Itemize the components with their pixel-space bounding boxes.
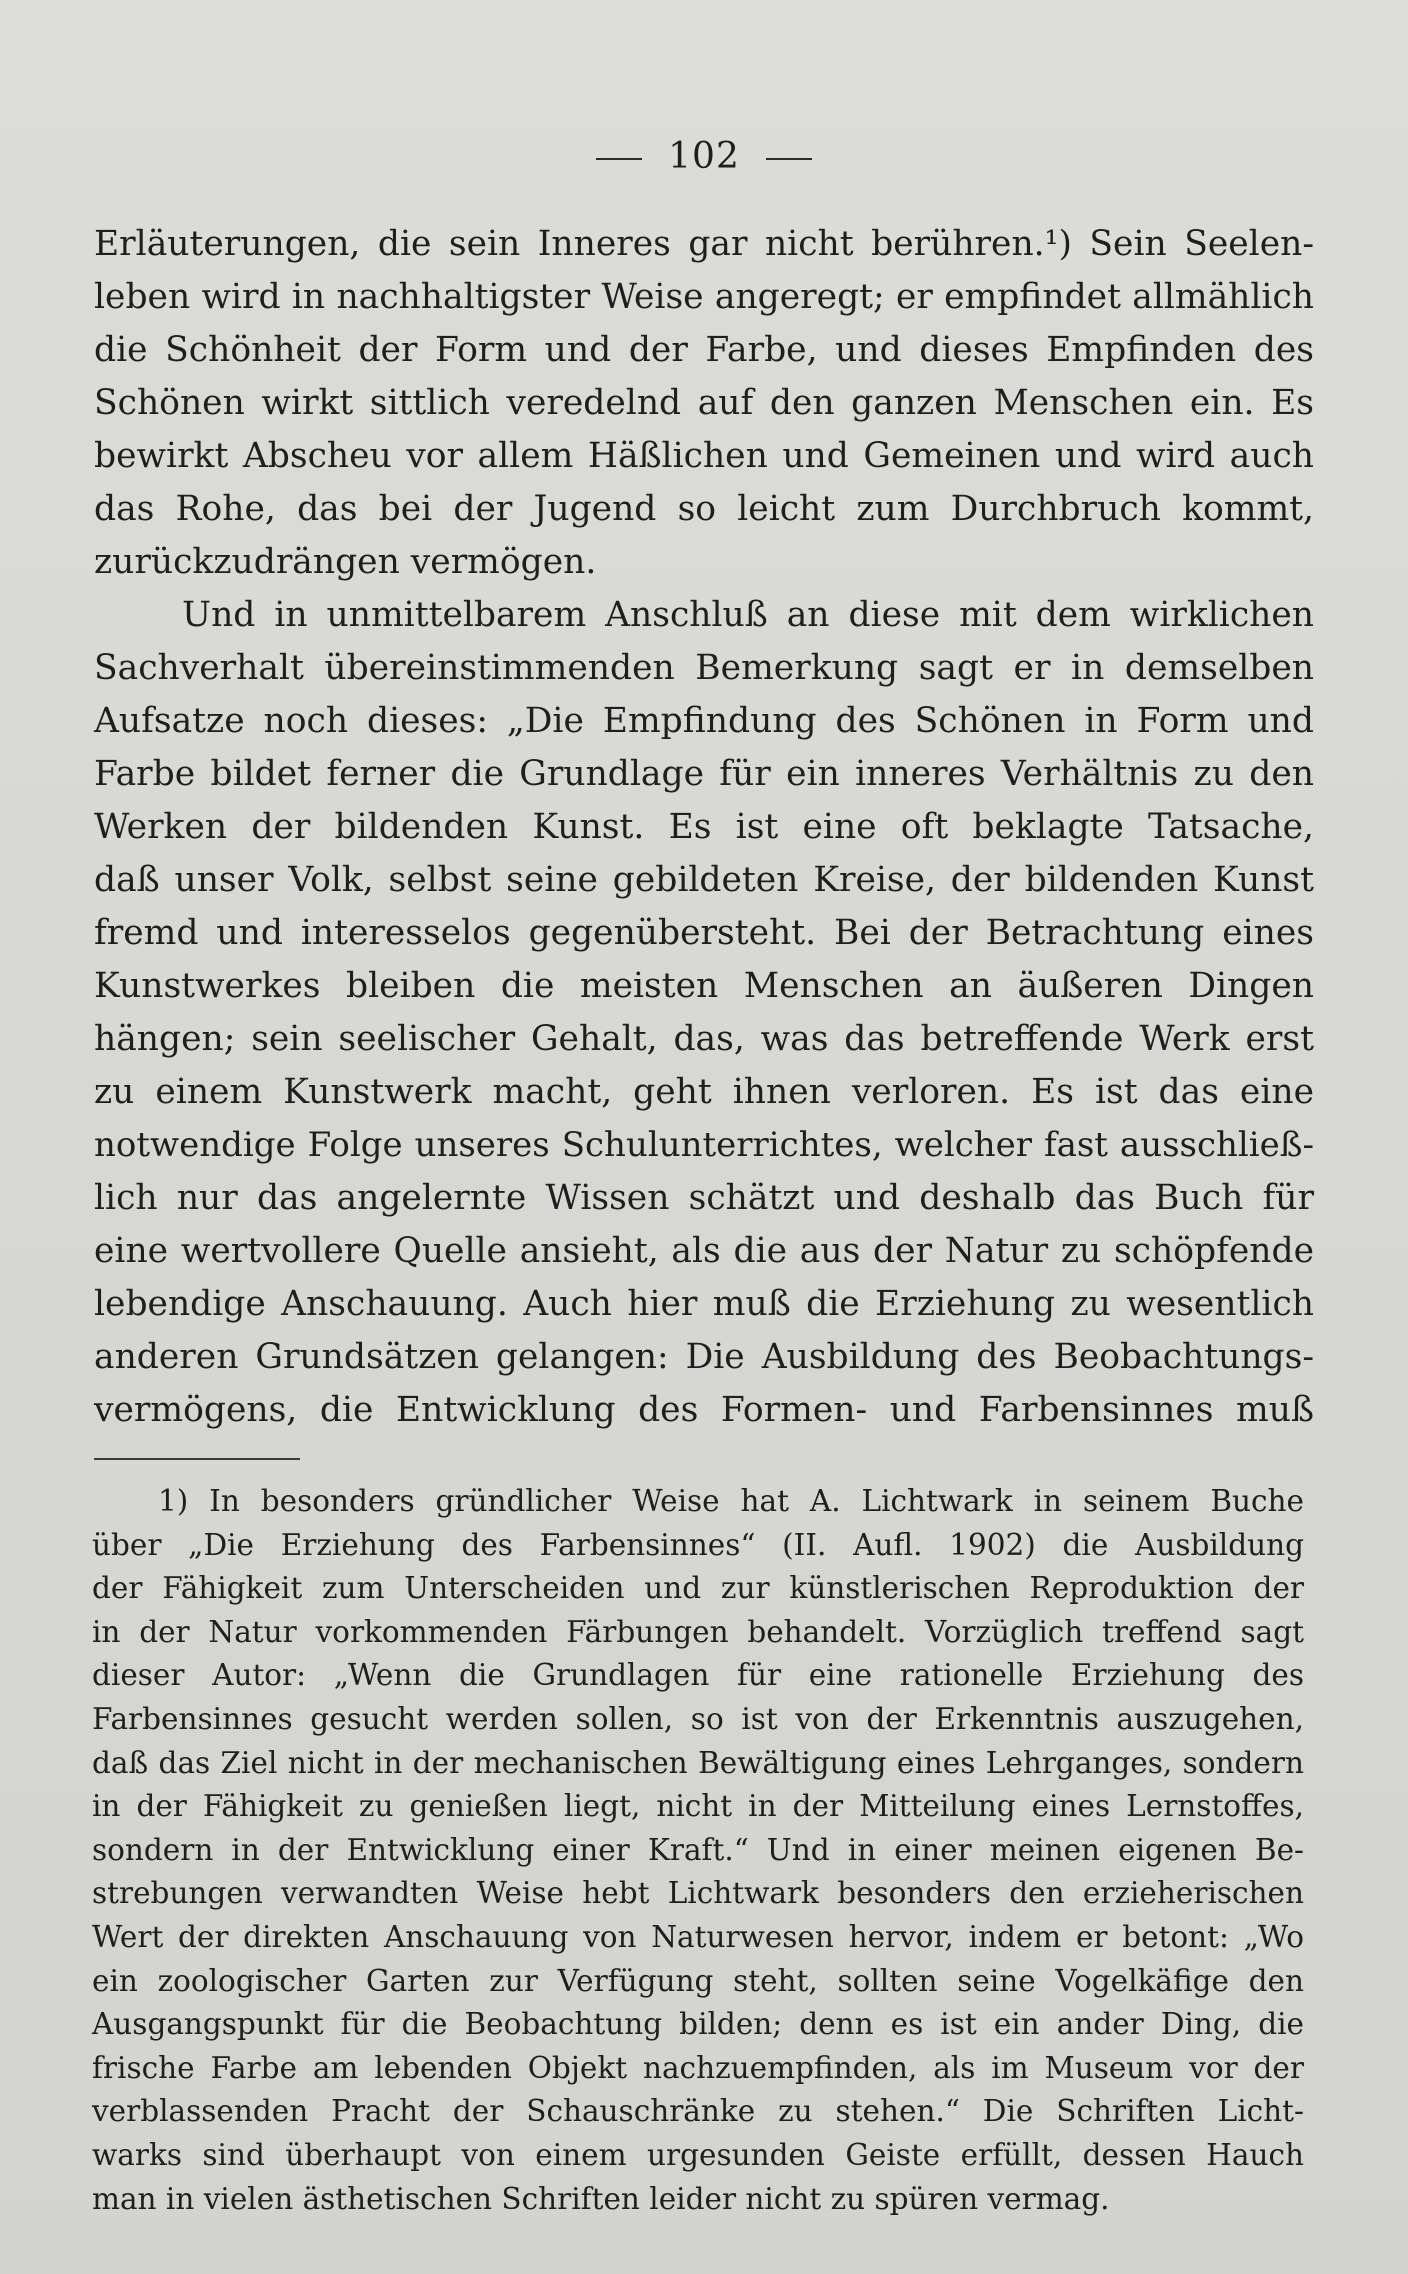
body-line: Sachverhalt übereinstimmenden Bemerkung sagt er in demselben bbox=[94, 648, 1314, 688]
body-line: Schönen wirkt sittlich veredelnd auf den ganzen Menschen ein. Es bbox=[94, 383, 1314, 423]
footnote-line: 1) In besonders gründlicher Weise hat A. Lichtwark in seinem Buche bbox=[158, 1484, 1304, 1518]
body-line: Erläuterungen, die sein Inneres gar nicht berühren.¹) Sein Seelen- bbox=[94, 224, 1314, 264]
body-line: Aufsatze noch dieses: „Die Empfindung des Schönen in Form und bbox=[94, 701, 1314, 741]
footnote-line: daß das Ziel nicht in der mechanischen Bewältigung eines Lehrganges, sondern bbox=[92, 1745, 1304, 1780]
body-line: Farbe bildet ferner die Grundlage für ein inneres Verhältnis zu den bbox=[94, 754, 1314, 794]
body-line: lebendige Anschauung. Auch hier muß die Erziehung zu wesentlich bbox=[94, 1284, 1314, 1324]
page-number bbox=[0, 136, 1408, 177]
body-line: zu einem Kunstwerk macht, geht ihnen verloren. Es ist das eine bbox=[94, 1072, 1314, 1112]
footnote-divider bbox=[94, 1458, 300, 1460]
body-line: die Schönheit der Form und der Farbe, und dieses Empfinden des bbox=[94, 330, 1314, 370]
body-line: das Rohe, das bei der Jugend so leicht zum Durchbruch kommt, bbox=[94, 489, 1314, 529]
page-number-text: 102 bbox=[668, 136, 740, 177]
footnote-line: strebungen verwandten Weise hebt Lichtwark besonders den erzieherischen bbox=[92, 1876, 1304, 1911]
footnote-line: verblassenden Pracht der Schauschränke zu stehen.“ Die Schriften Licht- bbox=[92, 2094, 1304, 2129]
footnote-line: in der Fähigkeit zu genießen liegt, nicht in der Mitteilung eines Lernstoffes, bbox=[92, 1789, 1304, 1824]
body-line: Kunstwerkes bleiben die meisten Menschen an äußeren Dingen bbox=[94, 966, 1314, 1006]
body-text bbox=[94, 218, 1314, 1437]
body-line: hängen; sein seelischer Gehalt, das, was das betreffende Werk erst bbox=[94, 1019, 1314, 1059]
footnote-line: ein zoologischer Garten zur Verfügung steht, sollten seine Vogelkäfige den bbox=[92, 1963, 1304, 1998]
body-line: bewirkt Abscheu vor allem Häßlichen und Gemeinen und wird auch bbox=[94, 436, 1314, 476]
body-line: vermögens, die Entwicklung des Formen- und Farbensinnes muß bbox=[94, 1390, 1314, 1430]
body-line: notwendige Folge unseres Schulunterrichtes, welcher fast ausschließ- bbox=[94, 1125, 1314, 1165]
body-line: anderen Grundsätzen gelangen: Die Ausbildung des Beobachtungs- bbox=[94, 1337, 1314, 1377]
footnote-line: über „Die Erziehung des Farbensinnes“ (II. Aufl. 1902) die Ausbildung bbox=[92, 1527, 1304, 1562]
footnote-line: warks sind überhaupt von einem urgesunden Geiste erfüllt, dessen Hauch bbox=[92, 2137, 1304, 2172]
body-line: lich nur das angelernte Wissen schätzt und deshalb das Buch für bbox=[94, 1178, 1314, 1218]
footnote-line: in der Natur vorkommenden Färbungen behandelt. Vorzüglich treffend sagt bbox=[92, 1614, 1304, 1649]
footnote-line: Farbensinnes gesucht werden sollen, so ist von der Erkenntnis auszugehen, bbox=[92, 1701, 1304, 1736]
body-line: zurückzudrängen vermögen. bbox=[94, 542, 597, 582]
body-line: Werken der bildenden Kunst. Es ist eine oft beklagte Tatsache, bbox=[94, 807, 1314, 847]
body-line: leben wird in nachhaltigster Weise angeregt; er empfindet allmählich bbox=[94, 277, 1314, 317]
footnote-line: der Fähigkeit zum Unterscheiden und zur künstlerischen Reproduktion der bbox=[92, 1571, 1304, 1606]
footnote-line: man in vielen ästhetischen Schriften leider nicht zu spüren vermag. bbox=[92, 2181, 1110, 2216]
footnote bbox=[92, 1480, 1304, 2221]
page-number-dash-left bbox=[596, 158, 642, 160]
page-number-dash-right bbox=[766, 158, 812, 160]
body-line: daß unser Volk, selbst seine gebildeten Kreise, der bildenden Kunst bbox=[94, 860, 1314, 900]
body-line: fremd und interesselos gegenübersteht. Bei der Betrachtung eines bbox=[94, 913, 1314, 953]
body-line: Und in unmittelbarem Anschluß an diese mit dem wirklichen bbox=[182, 595, 1314, 635]
footnote-line: Ausgangspunkt für die Beobachtung bilden; denn es ist ein ander Ding, die bbox=[92, 2007, 1304, 2042]
footnote-line: dieser Autor: „Wenn die Grundlagen für eine rationelle Erziehung des bbox=[92, 1658, 1304, 1693]
body-line: eine wertvollere Quelle ansieht, als die aus der Natur zu schöpfende bbox=[94, 1231, 1314, 1271]
footnote-line: frische Farbe am lebenden Objekt nachzuempfinden, als im Museum vor der bbox=[92, 2050, 1304, 2085]
footnote-line: sondern in der Entwicklung einer Kraft.“ Und in einer meinen eigenen Be- bbox=[92, 1832, 1304, 1867]
footnote-line: Wert der direkten Anschauung von Naturwesen hervor, indem er betont: „Wo bbox=[92, 1919, 1304, 1954]
